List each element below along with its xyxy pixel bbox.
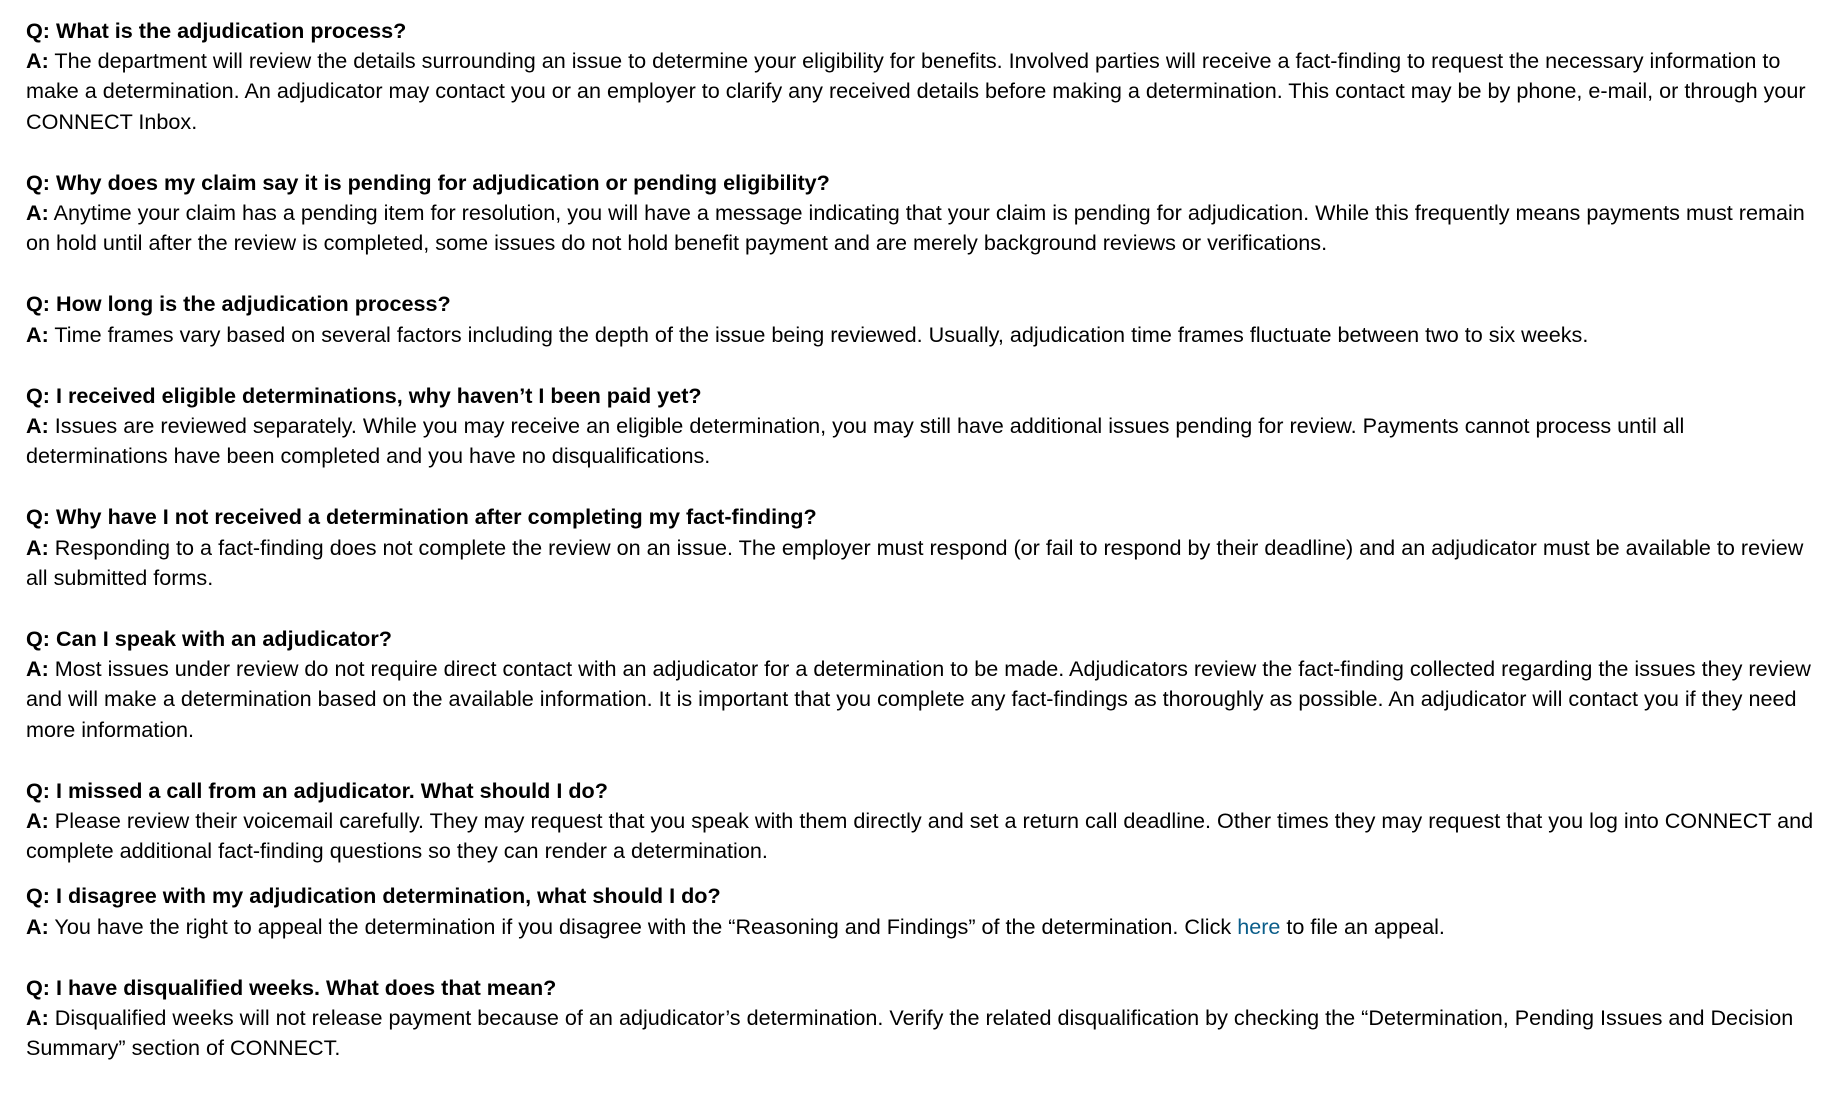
faq-question: Q: What is the adjudication process? xyxy=(26,18,407,43)
answer-label: A: xyxy=(26,1005,49,1031)
answer-text: Disqualified weeks will not release payment because of an adjudicator’s determination. Verify the related disqualification by checking the “Determination, Pending Issues and Decision Summary” section of CONNECT. xyxy=(26,1005,1794,1061)
faq-item-adjudication-process xyxy=(26,16,1816,137)
answer-label: A: xyxy=(26,321,49,347)
faq-item-missed-call xyxy=(26,776,1816,867)
faq-answer xyxy=(26,200,1805,255)
faq-item-pending-adjudication xyxy=(26,168,1816,259)
faq-item-eligible-not-paid xyxy=(26,381,1816,472)
answer-text: Most issues under review do not require direct contact with an adjudicator for a determination to be made. Adjudicators review the fact-finding collected regarding the issues they review and will make a determination based on the available information. It is important that you complete any fact-findings as thoroughly as possible. An adjudicator will contact you if they need more information. xyxy=(26,656,1811,742)
faq-answer xyxy=(26,322,1588,347)
file-appeal-link[interactable]: here xyxy=(1237,913,1281,939)
answer-label: A: xyxy=(26,200,49,226)
answer-label: A: xyxy=(26,413,49,439)
faq-question: Q: I missed a call from an adjudicator. What should I do? xyxy=(26,777,608,803)
answer-text: Responding to a fact-finding does not complete the review on an issue. The employer must respond (or fail to respond by their deadline) and an adjudicator must be available to review all submitted forms. xyxy=(26,534,1804,590)
answer-text-before-link: You have the right to appeal the determination if you disagree with the “Reasoning and Findings” of the determination. Click xyxy=(54,913,1238,939)
answer-text: Anytime your claim has a pending item for resolution, you will have a message indicating that your claim is pending for adjudication. While this frequently means payments must remain on hold until after the review is completed, some issues do not hold benefit payment and are merely background reviews or verifications. xyxy=(26,200,1805,256)
faq-answer xyxy=(26,656,1811,741)
faq-question: Q: I disagree with my adjudication determination, what should I do? xyxy=(26,883,721,909)
faq-answer xyxy=(26,808,1813,863)
faq-item-disqualified-weeks xyxy=(26,973,1816,1064)
faq-answer xyxy=(26,1005,1793,1060)
faq-question: Q: How long is the adjudication process? xyxy=(26,291,451,317)
faq-answer xyxy=(26,48,1806,133)
faq-answer xyxy=(26,535,1803,590)
answer-label: A: xyxy=(26,534,49,560)
answer-label: A: xyxy=(26,808,49,834)
answer-text: Please review their voicemail carefully. They may request that you speak with them directly and set a return call deadline. Other times they may request that you log into CONNECT and complete additional fact-finding questions so they can render a determination. xyxy=(26,808,1814,864)
answer-label: A: xyxy=(26,913,49,939)
faq-answer xyxy=(26,413,1684,468)
answer-text-after-link: to file an appeal. xyxy=(1280,913,1445,939)
faq-question: Q: Can I speak with an adjudicator? xyxy=(26,626,392,652)
faq-answer xyxy=(26,914,1445,939)
answer-text: Time frames vary based on several factors including the depth of the issue being reviewed. Usually, adjudication time frames fluctuate between two to six weeks. xyxy=(54,321,1589,347)
faq-item-disagree-determination xyxy=(26,881,1816,941)
faq-item-speak-adjudicator xyxy=(26,624,1816,745)
faq-question: Q: Why have I not received a determination after completing my fact-finding? xyxy=(26,504,817,530)
faq-question: Q: I have disqualified weeks. What does that mean? xyxy=(26,974,557,1000)
answer-text: Issues are reviewed separately. While you may receive an eligible determination, you may still have additional issues pending for review. Payments cannot process until all determinations have been completed and you have no disqualifications. xyxy=(26,413,1685,469)
faq-item-process-length xyxy=(26,289,1816,349)
answer-label: A: xyxy=(26,48,49,74)
faq-question: Q: Why does my claim say it is pending for adjudication or pending eligibility? xyxy=(26,169,830,195)
faq-list xyxy=(26,16,1816,1094)
answer-label: A: xyxy=(26,656,49,682)
faq-item-no-determination xyxy=(26,502,1816,593)
answer-text: The department will review the details surrounding an issue to determine your eligibility for benefits. Involved parties will receive a fact-finding to request the necessary information to make a determination. An adjudicator may contact you or an employer to clarify any received details before making a determination. This contact may be by phone, e-mail, or through your CONNECT Inbox. xyxy=(26,48,1806,134)
faq-question: Q: I received eligible determinations, why haven’t I been paid yet? xyxy=(26,382,702,408)
